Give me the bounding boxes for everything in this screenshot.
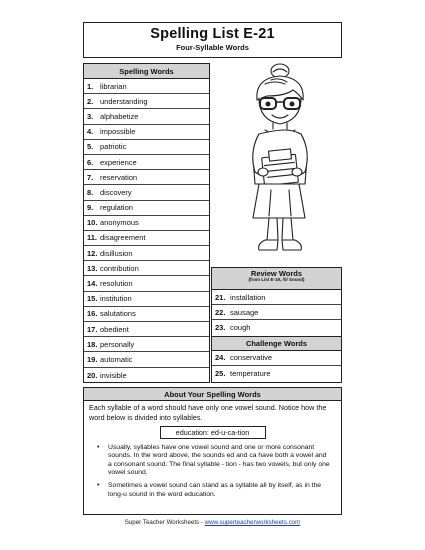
word-text: experience	[100, 157, 137, 167]
word-text: personally	[100, 339, 135, 349]
word-text: alphabetize	[100, 111, 139, 121]
spelling-words-header: Spelling Words	[84, 64, 209, 79]
word-number: 7.	[87, 172, 94, 182]
about-section	[83, 387, 342, 515]
word-text: resolution	[100, 279, 133, 289]
word-row	[84, 292, 209, 307]
word-text: obedient	[100, 324, 129, 334]
word-text: disagreement	[100, 233, 146, 243]
example-word-box: education: ed-u-ca-tion	[160, 426, 266, 439]
right-shoe	[282, 240, 301, 250]
word-number: 23.	[215, 323, 226, 333]
word-row	[84, 261, 209, 276]
page-title: Spelling List E-21	[150, 26, 275, 42]
about-bullets	[84, 439, 341, 499]
word-row	[84, 125, 209, 140]
word-row	[84, 276, 209, 291]
word-text: librarian	[100, 81, 127, 91]
word-text: sausage	[230, 307, 259, 317]
page-subtitle: Four-Syllable Words	[176, 43, 249, 52]
word-row	[84, 201, 209, 216]
bullet-item: • Usually, syllables have one vowel sound and one or more consonant sounds. In the word above, the sounds ed and ca have both a vowel and a consonant sound. The final syllable - tion - has two vowels, but only one vowel sound.	[104, 444, 331, 477]
word-row	[84, 246, 209, 261]
word-text: contribution	[100, 263, 139, 273]
word-row	[84, 94, 209, 109]
word-text: disillusion	[100, 248, 133, 258]
word-text: institution	[100, 294, 132, 304]
review-challenge-table	[211, 267, 342, 383]
word-row	[84, 79, 209, 94]
word-number: 14.	[87, 279, 98, 289]
word-row	[84, 337, 209, 352]
word-number: 21.	[215, 292, 226, 302]
word-text: anonymous	[100, 218, 139, 228]
word-text: automatic	[100, 354, 133, 364]
word-text: patriotic	[100, 142, 127, 152]
teacher-illustration	[215, 60, 343, 265]
review-words-subheader: (from List E-19, /ô/ Sound)	[248, 277, 305, 283]
word-row	[212, 351, 341, 366]
spelling-words-table	[83, 63, 210, 383]
word-text: impossible	[100, 127, 136, 137]
word-row	[212, 290, 341, 305]
word-row	[84, 170, 209, 185]
left-shoe	[259, 240, 278, 250]
word-text: cough	[230, 323, 251, 333]
word-row	[212, 366, 341, 381]
word-row	[212, 305, 341, 320]
word-row	[84, 109, 209, 124]
word-text: temperature	[230, 368, 271, 378]
skirt	[253, 184, 305, 218]
about-intro: Each syllable of a word should have only one vowel sound. Notice how the word below is divided into syllables.	[89, 403, 327, 422]
word-row	[84, 231, 209, 246]
word-number: 3.	[87, 111, 94, 121]
word-text: reservation	[100, 172, 138, 182]
word-number: 15.	[87, 294, 98, 304]
word-text: regulation	[100, 203, 133, 213]
word-row	[84, 155, 209, 170]
word-number: 9.	[87, 203, 94, 213]
word-number: 22.	[215, 307, 226, 317]
footer-link[interactable]: www.superteacherworksheets.com	[204, 519, 301, 526]
word-number: 16.	[87, 309, 98, 319]
word-number: 2.	[87, 96, 94, 106]
word-text: salutations	[100, 309, 136, 319]
word-row	[84, 322, 209, 337]
word-row	[84, 185, 209, 200]
word-text: understanding	[100, 96, 148, 106]
word-number: 19.	[87, 354, 98, 364]
word-number: 1.	[87, 81, 94, 91]
word-number: 13.	[87, 263, 98, 273]
word-number: 10.	[87, 218, 98, 228]
about-header: About Your Spelling Words	[84, 388, 341, 401]
word-number: 8.	[87, 187, 94, 197]
word-row	[84, 140, 209, 155]
word-number: 20.	[87, 370, 98, 380]
word-number: 17.	[87, 324, 98, 334]
word-text: installation	[230, 292, 266, 302]
footer-text: Super Teacher Worksheets -	[124, 519, 203, 526]
review-words-header: Review Words (from List E-19, /ô/ Sound)	[212, 268, 341, 290]
word-number: 6.	[87, 157, 94, 167]
word-number: 4.	[87, 127, 94, 137]
word-number: 18.	[87, 339, 98, 349]
word-number: 12.	[87, 248, 98, 258]
word-text: invisible	[100, 370, 127, 380]
word-number: 25.	[215, 368, 226, 378]
word-row	[84, 307, 209, 322]
word-text: discovery	[100, 187, 132, 197]
word-number: 24.	[215, 353, 226, 363]
word-row	[84, 216, 209, 231]
word-text: conservative	[230, 353, 273, 363]
bullet-item: • Sometimes a vowel sound can stand as a syllable all by itself, as in the long-u sound in the word education.	[104, 482, 331, 499]
footer	[0, 519, 425, 526]
word-row	[84, 352, 209, 367]
title-box	[83, 22, 342, 58]
word-number: 5.	[87, 142, 94, 152]
challenge-words-header: Challenge Words	[212, 336, 341, 351]
word-row	[84, 368, 209, 383]
word-row	[212, 320, 341, 335]
word-number: 11.	[87, 233, 98, 243]
